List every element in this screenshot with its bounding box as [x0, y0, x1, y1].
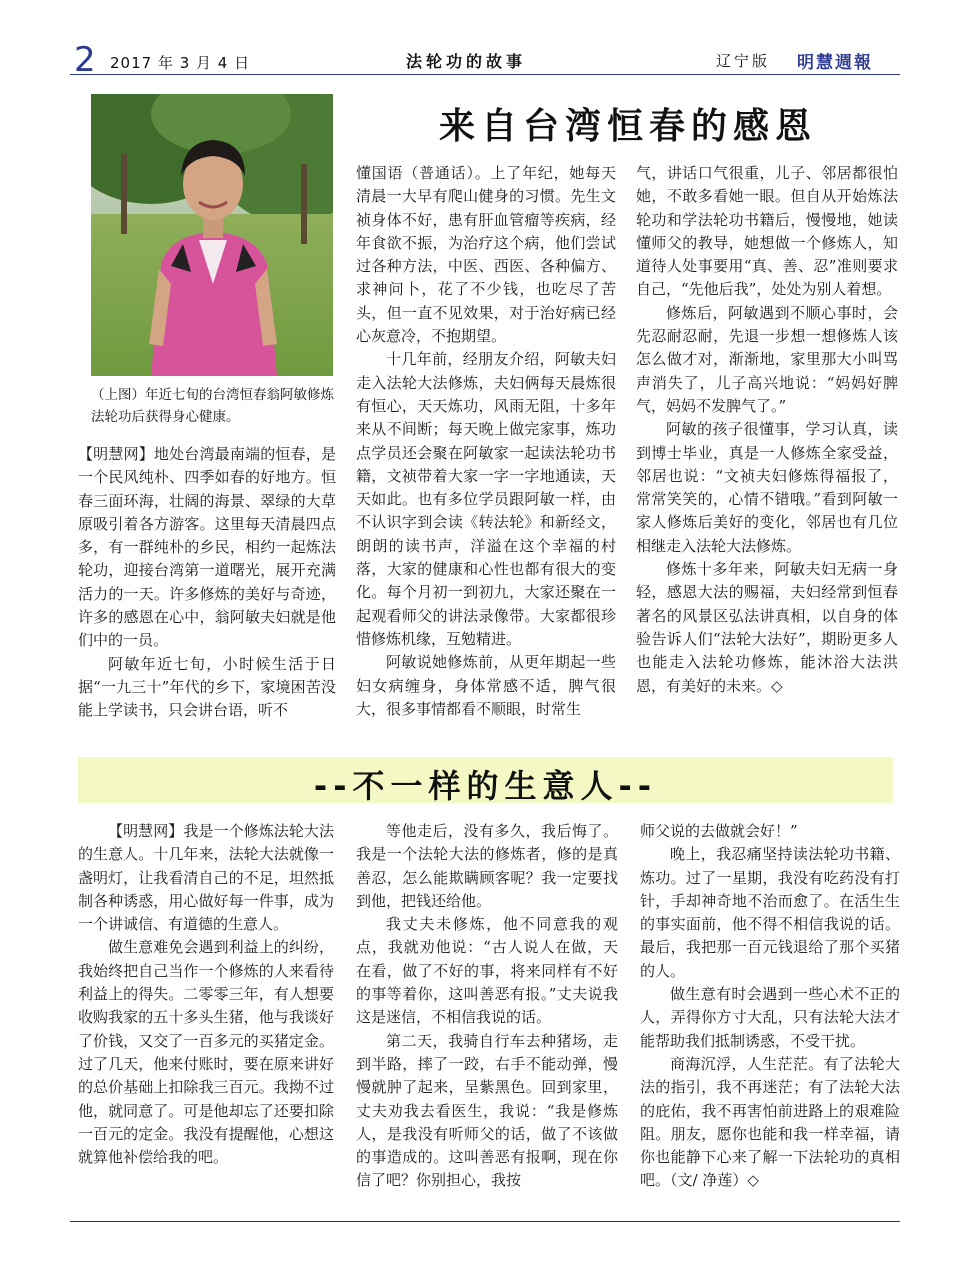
paragraph: 阿敏的孩子很懂事，学习认真，读到博士毕业，真是一人修炼全家受益，邻居也说：“文祯夫妇修炼得福报了，常常笑笑的，心情不错哦。”看到阿敏一家人修炼后美好的变化，邻居也有几位相继走入法轮大法修炼。 [636, 420, 898, 555]
issue-date: 2017 年 3 月 4 日 [110, 54, 251, 72]
paragraph: 【明慧网】我是一个修炼法轮大法的生意人。十几年来，法轮大法就像一盏明灯，让我看清自己的不足，坦然抵制各种诱惑，用心做好每一件事，成为一个讲诚信、有道德的生意人。 [78, 822, 334, 934]
article2-column-3 [640, 820, 900, 1193]
brand-logo: 明慧週報 [797, 53, 873, 73]
photo-caption: （上图）年近七旬的台湾恒春翁阿敏修炼法轮功后获得身心健康。 [91, 387, 334, 425]
paragraph: 第二天，我骑自行车去种猪场，走到半路，摔了一跤，右手不能动弹，慢慢就肿了起来，呈紫黑色。回到家里，丈夫劝我去看医生，我说：“我是修炼人，是我没有听师父的话，做了不该做的事造成的。这叫善恶有报啊，现在你信了吧？你别担心，我按 [356, 1031, 618, 1190]
paragraph: 阿敏说她修炼前，从更年期起一些妇女病缠身，身体常感不适，脾气很大，很多事情都看不顺眼，时常生 [356, 653, 616, 718]
header-rule [70, 74, 900, 75]
page-header [70, 40, 900, 80]
paragraph: 等他走后，没有多久，我后悔了。我是一个法轮大法的修炼者，修的是真善忍，怎么能欺瞒顾客呢？我一定要找到他，把钱还给他。 [356, 822, 618, 910]
article1-title: 来自台湾恒春的感恩 [438, 105, 817, 147]
article1-column-1 [78, 443, 336, 723]
paragraph: 修炼后，阿敏遇到不顺心事时，会先忍耐忍耐，先退一步想一想修炼人该怎么做才对，渐渐地，家里那大小叫骂声消失了，儿子高兴地说：“妈妈好脾气，妈妈不发脾气了。” [636, 303, 898, 415]
paragraph: 气，讲话口气很重，儿子、邻居都很怕她，不敢多看她一眼。但自从开始炼法轮功和学法轮功书籍后，慢慢地，她读懂师父的教导，她想做一个修炼人，知道待人处事要用“真、善、忍”准则要求自己，“先他后我”，处处为别人着想。 [636, 164, 898, 299]
paragraph: 我丈夫未修炼，他不同意我的观点，我就劝他说：“古人说人在做，天在看，做了不好的事，将来同样有不好的事等着你，这叫善恶有报。”丈夫说我这是迷信，不相信我说的话。 [356, 915, 618, 1027]
paragraph: 十几年前，经朋友介绍，阿敏夫妇走入法轮大法修炼，夫妇俩每天晨炼很有恒心，天天炼功，风雨无阻，十多年来从不间断；每天晚上做完家事，炼功点学员还会聚在阿敏家一起读法轮功书籍，文祯带着大家一字一字地通读，天天如此。也有多位学员跟阿敏一样，由不认识字到会读《转法轮》和新经文，朗朗的读书声，洋溢在这个幸福的村落，大家的健康和心性也都有很大的变化。每个月初一到初九，大家还聚在一起观看师父的讲法录像带。大家都很珍惜修炼机缘，互勉精进。 [356, 350, 616, 648]
article2-column-1 [78, 820, 334, 1169]
paragraph: 修炼十多年来，阿敏夫妇无病一身轻，感恩大法的赐福，夫妇经常到恒春著名的风景区弘法讲真相，以自身的体验告诉人们“法轮大法好”，期盼更多人也能走入法轮功修炼，能沐浴大法洪恩，有美好的未来。◇ [636, 560, 898, 695]
paragraph: 晚上，我忍痛坚持读法轮功书籍、炼功。过了一星期，我没有吃药没有打针，手却神奇地不治而愈了。在活生生的事实面前，他不得不相信我说的话。最后，我把那一百元钱退给了那个买猪的人。 [640, 845, 900, 980]
footer-rule [70, 1221, 900, 1222]
paragraph: 懂国语（普通话）。上了年纪，她每天清晨一大早有爬山健身的习惯。先生文祯身体不好，患有肝血管瘤等疾病，经年食欲不振，为治疗这个病，他们尝试过各种方法，中医、西医、各种偏方、求神问卜，花了不少钱，也吃尽了苦头，但一直不见效果，对于治好病已经心灰意冷，不抱期望。 [356, 164, 616, 346]
paragraph: 师父说的去做就会好！” [640, 822, 798, 840]
article2-title-banner [78, 757, 893, 803]
article2-column-2 [356, 820, 618, 1193]
paragraph: 阿敏年近七旬，小时候生活于日据“一九三十”年代的乡下，家境困苦没能上学读书，只会讲台语，听不 [78, 654, 336, 720]
article2-title: --不一样的生意人-- [313, 767, 658, 805]
edition-label: 辽宁版 [716, 52, 771, 70]
article1-column-2 [356, 162, 616, 721]
portrait-photo [91, 94, 333, 376]
paragraph: 做生意难免会遇到利益上的纠纷，我始终把自己当作一个修炼的人来看待利益上的得失。二零零三年，有人想要收购我家的五十多头生猪，他与我谈好了价钱，又交了一百多元的买猪定金。过了几天，他来付账时，要在原来讲好的总价基础上扣除我三百元。我拗不过他，就同意了。可是他却忘了还要扣除一百元的定金。我没有提醒他，心想这就算他补偿给我的吧。 [78, 938, 334, 1167]
section-title: 法轮功的故事 [406, 52, 527, 71]
paragraph: 【明慧网】地处台湾最南端的恒春，是一个民风纯朴、四季如春的好地方。恒春三面环海，壮阔的海景、翠绿的大草原吸引着各方游客。这里每天清晨四点多，有一群纯朴的乡民，相约一起炼法轮功，迎接台湾第一道曙光，展开充满活力的一天。许多修炼的美好与奇迹，许多的感恩在心中，翁阿敏夫妇就是他们中的一员。 [78, 445, 336, 650]
paragraph: 商海沉浮，人生茫茫。有了法轮大法的指引，我不再迷茫；有了法轮大法的庇佑，我不再害怕前进路上的艰难险阻。朋友，愿你也能和我一样幸福，请你也能静下心来了解一下法轮功的真相吧。（文/ 净莲）◇ [640, 1054, 900, 1190]
article1-column-3 [636, 162, 898, 698]
paragraph: 做生意有时会遇到一些心术不正的人，弄得你方寸大乱，只有法轮大法才能帮助我们抵制诱惑，不受干扰。 [640, 985, 900, 1050]
page-number: 2 [74, 40, 96, 80]
